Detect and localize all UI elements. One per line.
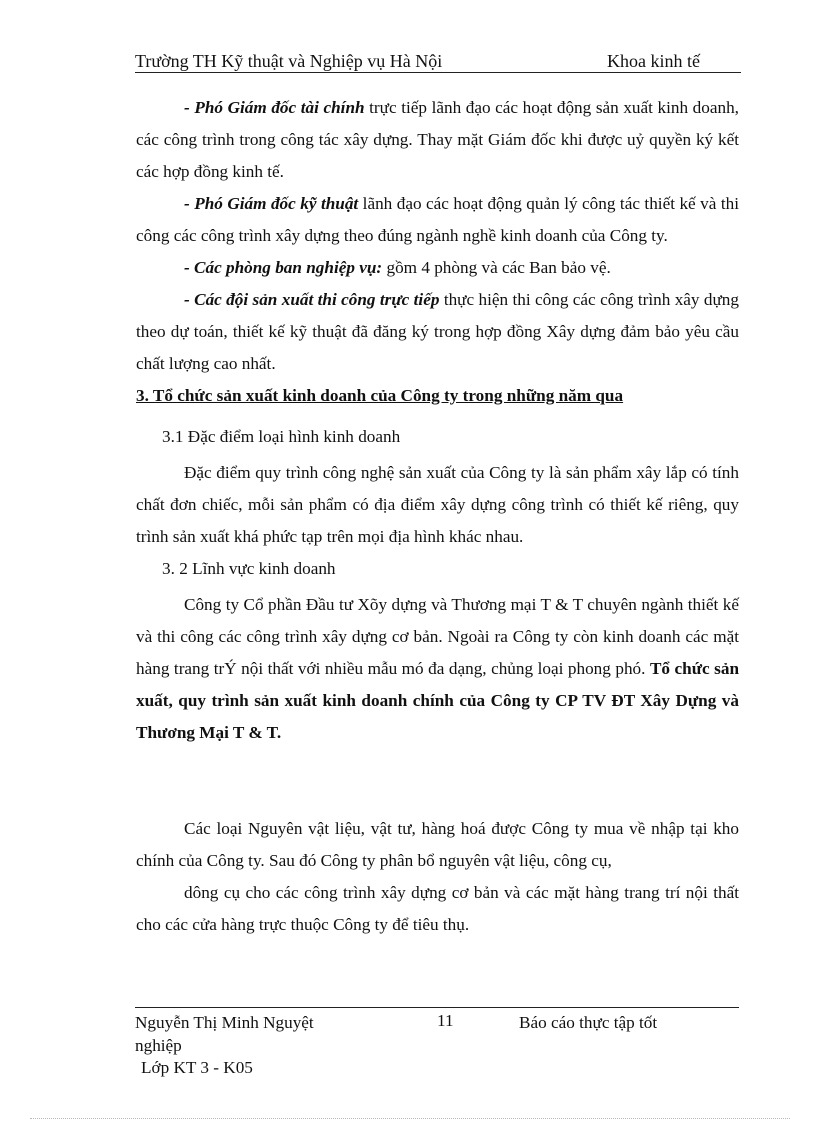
role-description: thực hiện thi công các công trình xây dựng theo dự toán, thiết kế kỹ thuật đã đăng ký trong hợp đồng Xây dựng đảm bảo yêu cầu chất lượng cao nhất. — [136, 290, 739, 373]
class-name: Lớp KT 3 - K05 — [141, 1058, 253, 1077]
paragraph-deputy-technical — [136, 188, 739, 252]
faculty-name: Khoa kinh tế — [607, 51, 700, 71]
role-label: - Phó Giám đốc kỹ thuật — [184, 194, 359, 213]
page-bottom-border — [30, 1118, 790, 1119]
role-label: - Các phòng ban nghiệp vụ: — [184, 258, 383, 277]
paragraph-business-field — [136, 589, 739, 749]
report-title-continued: nghiệp — [135, 1036, 182, 1055]
paragraph-business-characteristics: Đặc điểm quy trình công nghệ sản xuất của Công ty là sản phẩm xây lắp có tính chất đơn chiếc, mỗi sản phẩm có địa điểm xây dựng công trình có thiết kế riêng, quy trình sản xuất khá phức tạp trên mọi địa hình khác nhau. — [136, 463, 739, 546]
business-field-text: Công ty Cổ phần Đầu tư Xõy dựng và Thương mại T & T chuyên ngành thiết kế và thi công các công trình xây dựng cơ bản. Ngoài ra Công ty còn kinh doanh các mặt hàng trang trÝ nội thất với nhiều mẫu mó đa dạng, chủng loại phong phó. — [136, 595, 739, 678]
business-field-bold: Tổ chức sản xuất, quy trình sản xuất kinh doanh chính của Công ty CP TV ĐT Xây Dựng và Thương Mại T & T. — [136, 659, 739, 742]
page-header — [135, 50, 741, 73]
paragraph-departments — [136, 252, 739, 284]
page-number: 11 — [437, 1011, 454, 1030]
section-heading-3: 3. Tổ chức sản xuất kinh doanh của Công ty trong những năm qua — [136, 386, 624, 405]
blank-space — [136, 749, 739, 813]
subsection-heading-3-2: 3. 2 Lĩnh vực kinh doanh — [162, 559, 336, 578]
paragraph-materials: Các loại Nguyên vật liệu, vật tư, hàng hoá được Công ty mua về nhập tại kho chính của Công ty. Sau đó Công ty phân bổ nguyên vật liệu, công cụ, — [136, 819, 739, 870]
role-label: - Các đội sản xuất thi công trực tiếp — [184, 290, 440, 309]
paragraph-deputy-finance — [136, 92, 739, 188]
author-name: Nguyễn Thị Minh Nguyệt — [135, 1013, 314, 1032]
subsection-heading-3-1: 3.1 Đặc điểm loại hình kinh doanh — [162, 427, 401, 446]
role-description: lãnh đạo các hoạt động quản lý công tác thiết kế và thi công các công trình xây dựng theo đúng ngành nghề kinh doanh của Công ty. — [136, 194, 739, 245]
role-label: - Phó Giám đốc tài chính — [184, 98, 365, 117]
paragraph-distribution: dông cụ cho các công trình xây dựng cơ bản và các mặt hàng trang trí nội thất cho các cửa hàng trực thuộc Công ty để tiêu thụ. — [136, 883, 739, 934]
role-description: gồm 4 phòng và các Ban bảo vệ. — [382, 258, 611, 277]
role-description: trực tiếp lãnh đạo các hoạt động sản xuất kinh doanh, các công trình trong công tác xây dựng. Thay mặt Giám đốc khi được uỷ quyền ký kết các hợp đồng kinh tế. — [136, 98, 739, 181]
school-name: Trường TH Kỹ thuật và Nghiệp vụ Hà Nội — [135, 51, 443, 71]
report-title: Báo cáo thực tập tốt — [519, 1013, 658, 1032]
page-footer — [135, 1007, 739, 1077]
paragraph-construction-teams — [136, 284, 739, 380]
body-text — [136, 92, 739, 941]
